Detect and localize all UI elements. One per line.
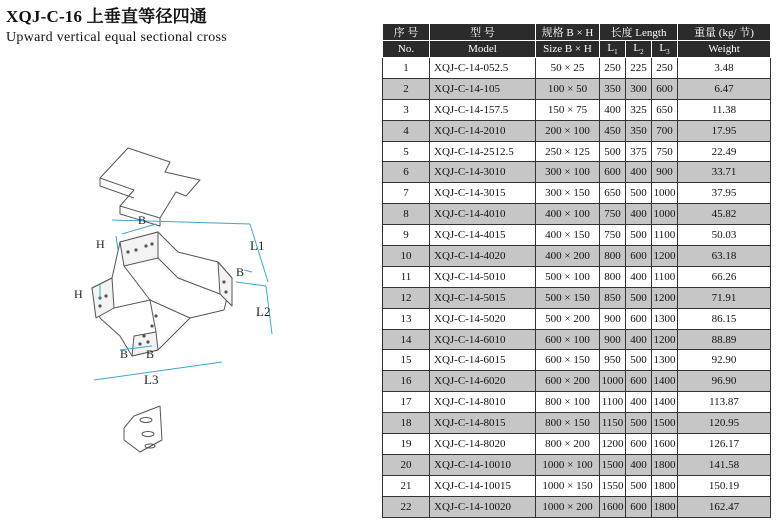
- row-model-cell: XQJ-C-14-8020: [430, 434, 536, 455]
- row-no-cell: 22: [383, 496, 430, 517]
- row-model-cell: XQJ-C-14-2512.5: [430, 141, 536, 162]
- row-model-cell: XQJ-C-14-105: [430, 78, 536, 99]
- table-row: [383, 392, 771, 413]
- row-model-cell: XQJ-C-14-4020: [430, 246, 536, 267]
- row-weight-cell: 63.18: [678, 246, 771, 267]
- row-model-cell: XQJ-C-14-052.5: [430, 58, 536, 79]
- row-l2-cell: 400: [626, 266, 652, 287]
- header-weight-en: Weight: [678, 41, 771, 58]
- row-l1-cell: 900: [600, 329, 626, 350]
- table-row: [383, 204, 771, 225]
- table-row: [383, 266, 771, 287]
- row-l2-cell: 325: [626, 99, 652, 120]
- table-row: [383, 141, 771, 162]
- row-l3-cell: 1800: [652, 475, 678, 496]
- row-model-cell: XQJ-C-14-10010: [430, 454, 536, 475]
- row-l2-cell: 400: [626, 204, 652, 225]
- row-no-cell: 17: [383, 392, 430, 413]
- row-no-cell: 8: [383, 204, 430, 225]
- header-l3-letter: L: [659, 41, 667, 54]
- row-no-cell: 15: [383, 350, 430, 371]
- header-l2-sub: 2: [640, 48, 644, 57]
- row-l3-cell: 1400: [652, 371, 678, 392]
- row-l2-cell: 600: [626, 246, 652, 267]
- label-b-bottom-left: B: [120, 347, 129, 361]
- row-weight-cell: 6.47: [678, 78, 771, 99]
- table-row: [383, 120, 771, 141]
- row-l2-cell: 375: [626, 141, 652, 162]
- row-size-cell: 600 × 200: [536, 371, 600, 392]
- row-l1-cell: 1600: [600, 496, 626, 517]
- row-l2-cell: 500: [626, 183, 652, 204]
- row-l1-cell: 650: [600, 183, 626, 204]
- row-l2-cell: 600: [626, 371, 652, 392]
- row-model-cell: XQJ-C-14-3010: [430, 162, 536, 183]
- row-l3-cell: 1800: [652, 496, 678, 517]
- row-weight-cell: 33.71: [678, 162, 771, 183]
- row-l1-cell: 800: [600, 266, 626, 287]
- row-l2-cell: 500: [626, 287, 652, 308]
- row-no-cell: 3: [383, 99, 430, 120]
- row-weight-cell: 3.48: [678, 58, 771, 79]
- row-l3-cell: 1100: [652, 225, 678, 246]
- row-model-cell: XQJ-C-14-6020: [430, 371, 536, 392]
- row-weight-cell: 86.15: [678, 308, 771, 329]
- header-no-cn: 序 号: [383, 24, 430, 41]
- row-size-cell: 400 × 150: [536, 225, 600, 246]
- page-title: XQJ-C-16 上垂直等径四通: [6, 7, 208, 26]
- row-l1-cell: 600: [600, 162, 626, 183]
- row-size-cell: 300 × 100: [536, 162, 600, 183]
- row-weight-cell: 45.82: [678, 204, 771, 225]
- row-l3-cell: 1200: [652, 329, 678, 350]
- row-l2-cell: 350: [626, 120, 652, 141]
- row-no-cell: 4: [383, 120, 430, 141]
- table-row: [383, 413, 771, 434]
- row-size-cell: 800 × 100: [536, 392, 600, 413]
- row-l3-cell: 750: [652, 141, 678, 162]
- row-no-cell: 16: [383, 371, 430, 392]
- table-row: [383, 162, 771, 183]
- row-l1-cell: 1200: [600, 434, 626, 455]
- row-model-cell: XQJ-C-14-4010: [430, 204, 536, 225]
- header-row-cn: [383, 24, 771, 41]
- header-size-en: Size B × H: [536, 41, 600, 58]
- row-no-cell: 14: [383, 329, 430, 350]
- label-b-right: B: [236, 265, 245, 279]
- row-size-cell: 100 × 50: [536, 78, 600, 99]
- table-row: [383, 287, 771, 308]
- header-l2: [626, 41, 652, 58]
- row-l1-cell: 1500: [600, 454, 626, 475]
- table-body: [383, 58, 771, 518]
- table-row: [383, 350, 771, 371]
- row-model-cell: XQJ-C-14-3015: [430, 183, 536, 204]
- row-l3-cell: 1800: [652, 454, 678, 475]
- row-size-cell: 800 × 150: [536, 413, 600, 434]
- row-model-cell: XQJ-C-14-2010: [430, 120, 536, 141]
- row-l3-cell: 1600: [652, 434, 678, 455]
- row-l1-cell: 750: [600, 225, 626, 246]
- row-weight-cell: 126.17: [678, 434, 771, 455]
- table-row: [383, 454, 771, 475]
- row-no-cell: 10: [383, 246, 430, 267]
- table-row: [383, 434, 771, 455]
- table-row: [383, 371, 771, 392]
- label-b-top: B: [138, 213, 147, 227]
- row-size-cell: 400 × 200: [536, 246, 600, 267]
- row-no-cell: 1: [383, 58, 430, 79]
- table-row: [383, 329, 771, 350]
- label-b-bottom-right: B: [146, 347, 155, 361]
- row-model-cell: XQJ-C-14-157.5: [430, 99, 536, 120]
- row-l2-cell: 400: [626, 329, 652, 350]
- row-size-cell: 1000 × 100: [536, 454, 600, 475]
- row-weight-cell: 88.89: [678, 329, 771, 350]
- row-model-cell: XQJ-C-14-4015: [430, 225, 536, 246]
- row-l2-cell: 500: [626, 350, 652, 371]
- row-weight-cell: 113.87: [678, 392, 771, 413]
- row-l2-cell: 500: [626, 413, 652, 434]
- row-l1-cell: 750: [600, 204, 626, 225]
- connector-plate: [124, 406, 162, 452]
- row-model-cell: XQJ-C-14-6015: [430, 350, 536, 371]
- row-l3-cell: 900: [652, 162, 678, 183]
- label-h-top: H: [96, 237, 105, 251]
- row-l1-cell: 250: [600, 58, 626, 79]
- table-row: [383, 183, 771, 204]
- header-model-en: Model: [430, 41, 536, 58]
- label-l2: L2: [256, 304, 271, 319]
- row-l3-cell: 1000: [652, 204, 678, 225]
- row-size-cell: 250 × 125: [536, 141, 600, 162]
- row-weight-cell: 50.03: [678, 225, 771, 246]
- row-size-cell: 500 × 200: [536, 308, 600, 329]
- row-weight-cell: 120.95: [678, 413, 771, 434]
- row-size-cell: 500 × 100: [536, 266, 600, 287]
- row-l2-cell: 600: [626, 434, 652, 455]
- row-l1-cell: 800: [600, 246, 626, 267]
- row-weight-cell: 66.26: [678, 266, 771, 287]
- row-model-cell: XQJ-C-14-10020: [430, 496, 536, 517]
- label-l1: L1: [250, 238, 265, 253]
- row-no-cell: 5: [383, 141, 430, 162]
- row-model-cell: XQJ-C-14-5010: [430, 266, 536, 287]
- row-l1-cell: 500: [600, 141, 626, 162]
- row-no-cell: 19: [383, 434, 430, 455]
- cross-fitting-body: [92, 232, 232, 356]
- row-l2-cell: 225: [626, 58, 652, 79]
- row-weight-cell: 17.95: [678, 120, 771, 141]
- table-row: [383, 496, 771, 517]
- row-l3-cell: 250: [652, 58, 678, 79]
- row-l1-cell: 400: [600, 99, 626, 120]
- row-no-cell: 2: [383, 78, 430, 99]
- row-l1-cell: 1000: [600, 371, 626, 392]
- page-subtitle: Upward vertical equal sectional cross: [6, 30, 228, 45]
- row-l3-cell: 1300: [652, 350, 678, 371]
- row-l1-cell: 1100: [600, 392, 626, 413]
- row-l1-cell: 450: [600, 120, 626, 141]
- row-size-cell: 500 × 150: [536, 287, 600, 308]
- row-weight-cell: 162.47: [678, 496, 771, 517]
- header-l1-letter: L: [607, 41, 615, 54]
- label-l3: L3: [144, 372, 159, 387]
- row-l3-cell: 650: [652, 99, 678, 120]
- row-no-cell: 18: [383, 413, 430, 434]
- row-weight-cell: 141.58: [678, 454, 771, 475]
- row-size-cell: 400 × 100: [536, 204, 600, 225]
- row-weight-cell: 150.19: [678, 475, 771, 496]
- header-l3-sub: 3: [666, 48, 670, 57]
- header-no-en: No.: [383, 41, 430, 58]
- row-l2-cell: 400: [626, 454, 652, 475]
- row-size-cell: 1000 × 200: [536, 496, 600, 517]
- table-row: [383, 99, 771, 120]
- row-weight-cell: 92.90: [678, 350, 771, 371]
- row-model-cell: XQJ-C-14-6010: [430, 329, 536, 350]
- table-row: [383, 308, 771, 329]
- row-l2-cell: 600: [626, 496, 652, 517]
- row-no-cell: 21: [383, 475, 430, 496]
- row-l3-cell: 1300: [652, 308, 678, 329]
- row-l2-cell: 500: [626, 225, 652, 246]
- row-no-cell: 12: [383, 287, 430, 308]
- row-l1-cell: 350: [600, 78, 626, 99]
- spec-table: [382, 23, 771, 518]
- row-model-cell: XQJ-C-14-8010: [430, 392, 536, 413]
- cross-fitting-drawing: [0, 60, 380, 530]
- row-no-cell: 20: [383, 454, 430, 475]
- row-weight-cell: 37.95: [678, 183, 771, 204]
- table-row: [383, 246, 771, 267]
- row-model-cell: XQJ-C-14-8015: [430, 413, 536, 434]
- row-l3-cell: 1200: [652, 287, 678, 308]
- label-h-left: H: [74, 287, 83, 301]
- row-l1-cell: 900: [600, 308, 626, 329]
- row-size-cell: 300 × 150: [536, 183, 600, 204]
- row-size-cell: 600 × 150: [536, 350, 600, 371]
- row-l2-cell: 500: [626, 475, 652, 496]
- header-l2-letter: L: [633, 41, 641, 54]
- header-l1: [600, 41, 626, 58]
- row-l2-cell: 600: [626, 308, 652, 329]
- row-l3-cell: 1100: [652, 266, 678, 287]
- row-size-cell: 50 × 25: [536, 58, 600, 79]
- row-size-cell: 600 × 100: [536, 329, 600, 350]
- row-l3-cell: 700: [652, 120, 678, 141]
- row-l3-cell: 1500: [652, 413, 678, 434]
- row-no-cell: 7: [383, 183, 430, 204]
- row-size-cell: 150 × 75: [536, 99, 600, 120]
- row-l1-cell: 1550: [600, 475, 626, 496]
- row-size-cell: 200 × 100: [536, 120, 600, 141]
- row-model-cell: XQJ-C-14-5020: [430, 308, 536, 329]
- row-model-cell: XQJ-C-14-10015: [430, 475, 536, 496]
- row-l2-cell: 400: [626, 392, 652, 413]
- row-no-cell: 9: [383, 225, 430, 246]
- header-size-cn: 规格 B × H: [536, 24, 600, 41]
- row-model-cell: XQJ-C-14-5015: [430, 287, 536, 308]
- cover-plate: [100, 148, 200, 226]
- table-row: [383, 475, 771, 496]
- header-l3: [652, 41, 678, 58]
- row-weight-cell: 11.38: [678, 99, 771, 120]
- row-no-cell: 13: [383, 308, 430, 329]
- row-weight-cell: 22.49: [678, 141, 771, 162]
- header-model-cn: 型 号: [430, 24, 536, 41]
- row-l1-cell: 850: [600, 287, 626, 308]
- row-l3-cell: 1200: [652, 246, 678, 267]
- row-l1-cell: 1150: [600, 413, 626, 434]
- row-no-cell: 6: [383, 162, 430, 183]
- row-l3-cell: 1400: [652, 392, 678, 413]
- row-size-cell: 1000 × 150: [536, 475, 600, 496]
- row-l2-cell: 300: [626, 78, 652, 99]
- row-size-cell: 800 × 200: [536, 434, 600, 455]
- row-l3-cell: 600: [652, 78, 678, 99]
- table-row: [383, 225, 771, 246]
- table-row: [383, 58, 771, 79]
- header-l1-sub: 1: [614, 48, 618, 57]
- row-weight-cell: 96.90: [678, 371, 771, 392]
- header-length-cn: 长度 Length: [600, 24, 678, 41]
- row-l3-cell: 1000: [652, 183, 678, 204]
- header-row-en: [383, 41, 771, 58]
- header-weight-cn: 重量 (kg/ 节): [678, 24, 771, 41]
- row-weight-cell: 71.91: [678, 287, 771, 308]
- row-no-cell: 11: [383, 266, 430, 287]
- table-row: [383, 78, 771, 99]
- row-l2-cell: 400: [626, 162, 652, 183]
- row-l1-cell: 950: [600, 350, 626, 371]
